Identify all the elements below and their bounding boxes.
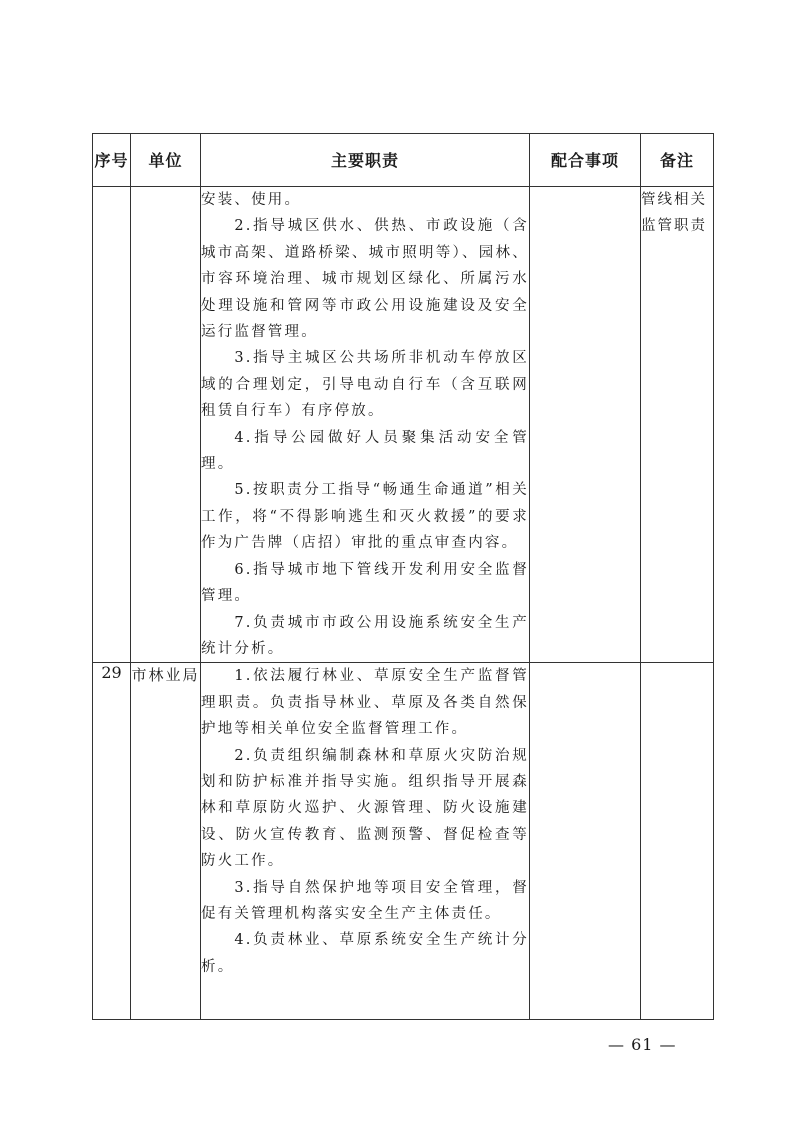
row-seq: 29 <box>93 663 131 1020</box>
duty-paragraph: 6.指导城市地下管线开发利用安全监督管理。 <box>201 561 529 605</box>
duty-paragraph: 7.负责城市市政公用设施系统安全生产统计分析。 <box>201 614 529 657</box>
duty-paragraph: 4.负责林业、草原系统安全生产统计分析。 <box>201 932 529 975</box>
header-unit: 单位 <box>131 134 201 187</box>
row-remarks: 管线相关监管职责 <box>641 187 714 663</box>
header-seq: 序号 <box>93 134 131 187</box>
row-seq <box>93 187 131 663</box>
table-row <box>93 187 714 663</box>
duty-paragraph: 3.指导自然保护地等项目安全管理，督促有关管理机构落实安全生产主体责任。 <box>201 879 529 922</box>
row-coordination <box>530 187 641 663</box>
duty-paragraph: 3.指导主城区公共场所非机动车停放区域的合理划定，引导电动自行车（含互联网租赁自行车）有序停放。 <box>201 350 529 420</box>
duty-paragraph: 2.负责组织编制森林和草原火灾防治规划和防护标准并指导实施。组织指导开展森林和草原防火巡护、火源管理、防火设施建设、防火宣传教育、监测预警、督促检查等防火工作。 <box>201 747 529 870</box>
duty-table <box>92 133 714 1020</box>
row-duties <box>201 663 530 1020</box>
duty-paragraph: 安装、使用。 <box>201 192 302 208</box>
row-unit <box>131 187 201 663</box>
duty-paragraph: 5.按职责分工指导“畅通生命通道”相关工作，将“不得影响逃生和灭火救援”的要求作为广告牌（店招）审批的重点审查内容。 <box>201 482 529 552</box>
duty-paragraph: 4.指导公园做好人员聚集活动安全管理。 <box>201 429 529 473</box>
row-unit: 市林业局 <box>131 663 201 1020</box>
header-row <box>93 134 714 187</box>
row-duties <box>201 187 530 663</box>
header-remarks: 备注 <box>641 134 714 187</box>
row-remarks <box>641 663 714 1020</box>
duty-paragraph: 1.依法履行林业、草原安全生产监督管理职责。负责指导林业、草原及各类自然保护地等相关单位安全监督管理工作。 <box>201 668 529 738</box>
header-coordination: 配合事项 <box>530 134 641 187</box>
page-number: — 61 — <box>608 1035 677 1054</box>
header-duties: 主要职责 <box>201 134 530 187</box>
duty-paragraph: 2.指导城区供水、供热、市政设施（含城市高架、道路桥梁、城市照明等）、园林、市容环境治理、城市规划区绿化、所属污水处理设施和管网等市政公用设施建设及安全运行监督管理。 <box>201 218 529 341</box>
table-row <box>93 663 714 1020</box>
row-coordination <box>530 663 641 1020</box>
